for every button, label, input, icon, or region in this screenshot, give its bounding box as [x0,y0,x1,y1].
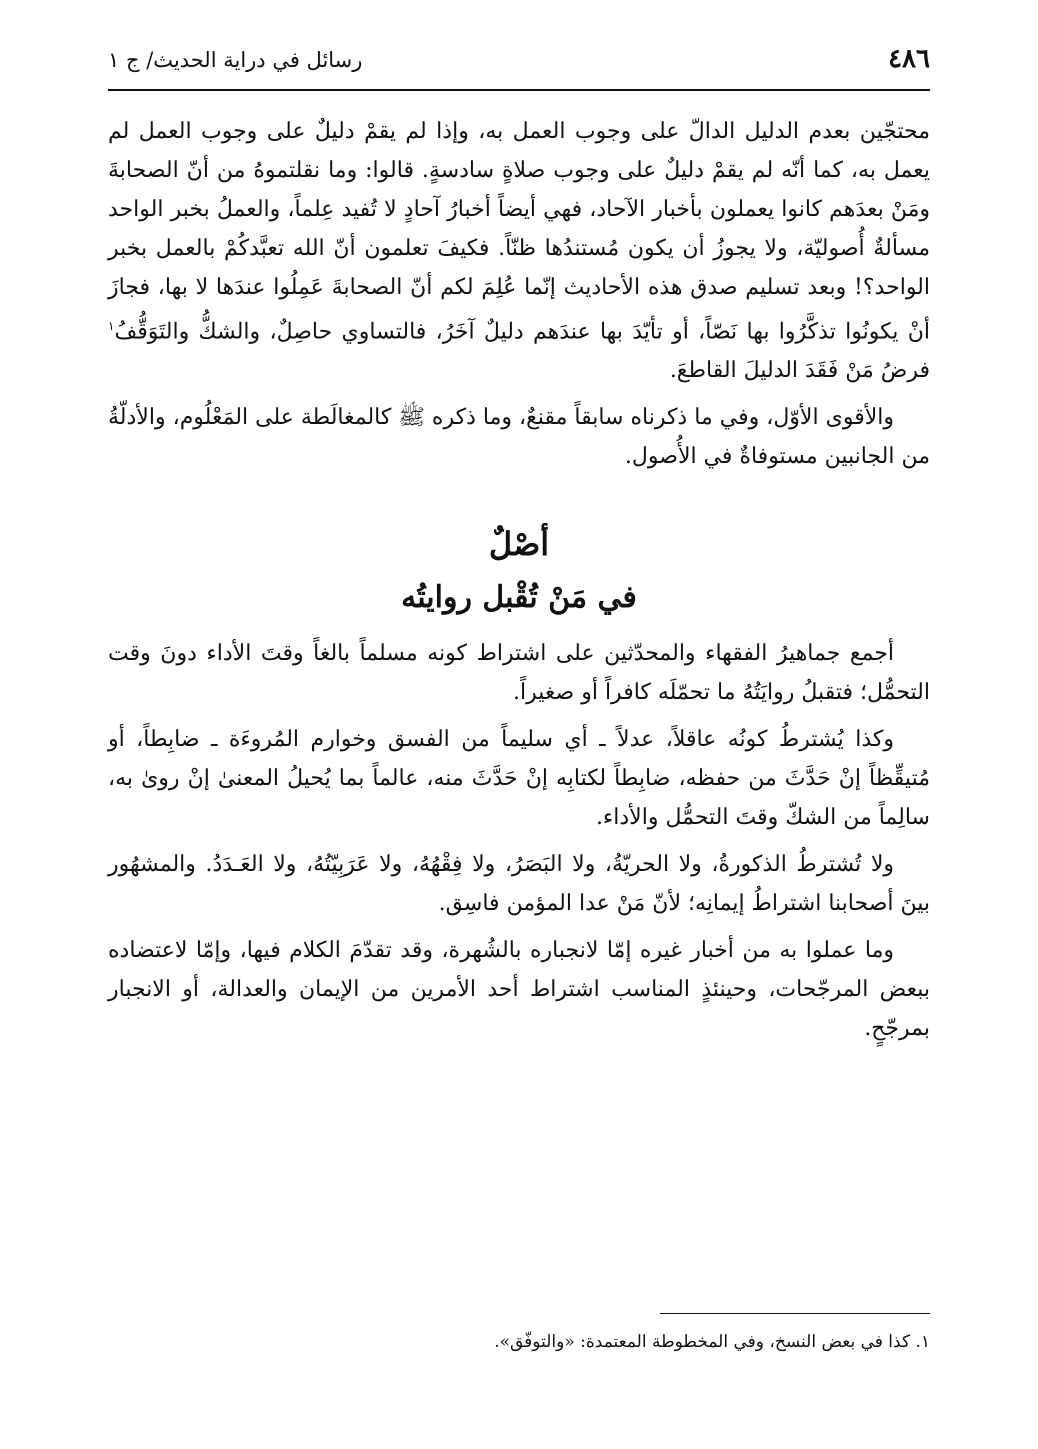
section-subheading: في مَنْ تُقْبل روايتُه [401,580,637,616]
paragraph-1-text: محتجّين بعدم الدليل الدالّ على وجوب العمل به، وإذا لم يقمْ دليلٌ على وجوب العمل لم يعمل به، كما أنّه لم يقمْ دليلٌ على وجوب صلاةٍ سادسةٍ. قالوا: وما نقلتموهُ من أنّ الصحابةَ ومَنْ بعدَهم كانوا يعملون بأخبار الآحاد، فهي أيضاً أخبارُ آحادٍ لا تُفيد عِلماً، والعملُ بخبر الواحد مسألةٌ أُصوليّة، ولا يجوزُ أن يكون مُستندُها ظنّاً. فكيفَ تعلمون أنّ الله تعبَّدكُمْ بالعمل بخبر الواحد؟! وبعد تسليم صدق هذه الأحاديث إنّما عُلِمَ لكم أنّ الصحابةَ عَمِلُوا عندَها لا بها، فجازَ أنْ يكونُوا تذكَّرُوا بها نَصّاً، أو تأيّدَ بها عندَهم دليلٌ آخَرُ، فالتساوي حاصِلٌ، والشكُّ والتَوَقُّفُ [108,119,930,345]
section-paragraph-3: ولا تُشترطُ الذكورةُ، ولا الحريّةُ، ولا البَصَرُ، ولا فِقْهُهُ، ولا عَرَبِيّتُهُ، ولا العَـدَدُ. والمشهُور بينَ أصحابنا اشتراطُ إيمانِه؛ لأنّ مَنْ عدا المؤمن فاسِق. [108,852,930,917]
page-number: ٤٨٦ [888,44,930,74]
footnote-reference: ١ [108,319,115,333]
footnote: ١. كذا في بعض النسخ، وفي المخطوطة المعتمدة: «والتوفّق». [494,1332,930,1352]
paragraph-2: والأقوى الأوّل، وفي ما ذكرناه سابقاً مقنعٌ، وما ذكره ﷺ كالمغالَطة على المَعْلُوم، والأدلّةُ من الجانبين مستوفاةٌ في الأُصول. [108,405,930,470]
footnote-rule [660,1313,930,1314]
book-title: رسائل في دراية الحديث/ ج ١ [108,48,363,72]
section-paragraph-2: وكذا يُشترطُ كونُه عاقلاً، عدلاً ـ أي سليماً من الفسق وخوارم المُروءَة ـ ضابِطاً، أو مُتيقِّظاً إنْ حَدَّثَ من حفظه، ضابِطاً لكتابِه إنْ حَدَّثَ منه، عالماً بما يُحيلُ المعنىٰ إنْ روىٰ به، سالِماً من الشكّ وقتَ التحمُّل والأداء. [108,727,930,831]
paragraph-1-text-after: فرضُ مَنْ فَقَدَ الدليلَ القاطعَ. [669,358,930,384]
header-rule [108,89,930,91]
body-text [108,112,930,1048]
section-paragraph-4: وما عملوا به من أخبار غيره إمّا لانجباره بالشُهرة، وقد تقدّمَ الكلام فيها، وإمّا لاعتضاده ببعض المرجّحات، وحينئذٍ المناسب اشتراط أحد الأمرين من الإيمان والعدالة، أو الانجبار بمرجّحٍ. [108,938,930,1042]
section-paragraph-1: أجمع جماهيرُ الفقهاء والمحدّثين على اشتراط كونه مسلماً بالغاً وقتَ الأداء دونَ وقت التحمُّل؛ فتقبلُ روايَتُهُ ما تحمّلَه كافراً أو صغيراً. [108,641,930,706]
paragraph-1 [108,112,930,390]
running-head [108,40,930,80]
section-heading: أصْلٌ [488,525,550,564]
